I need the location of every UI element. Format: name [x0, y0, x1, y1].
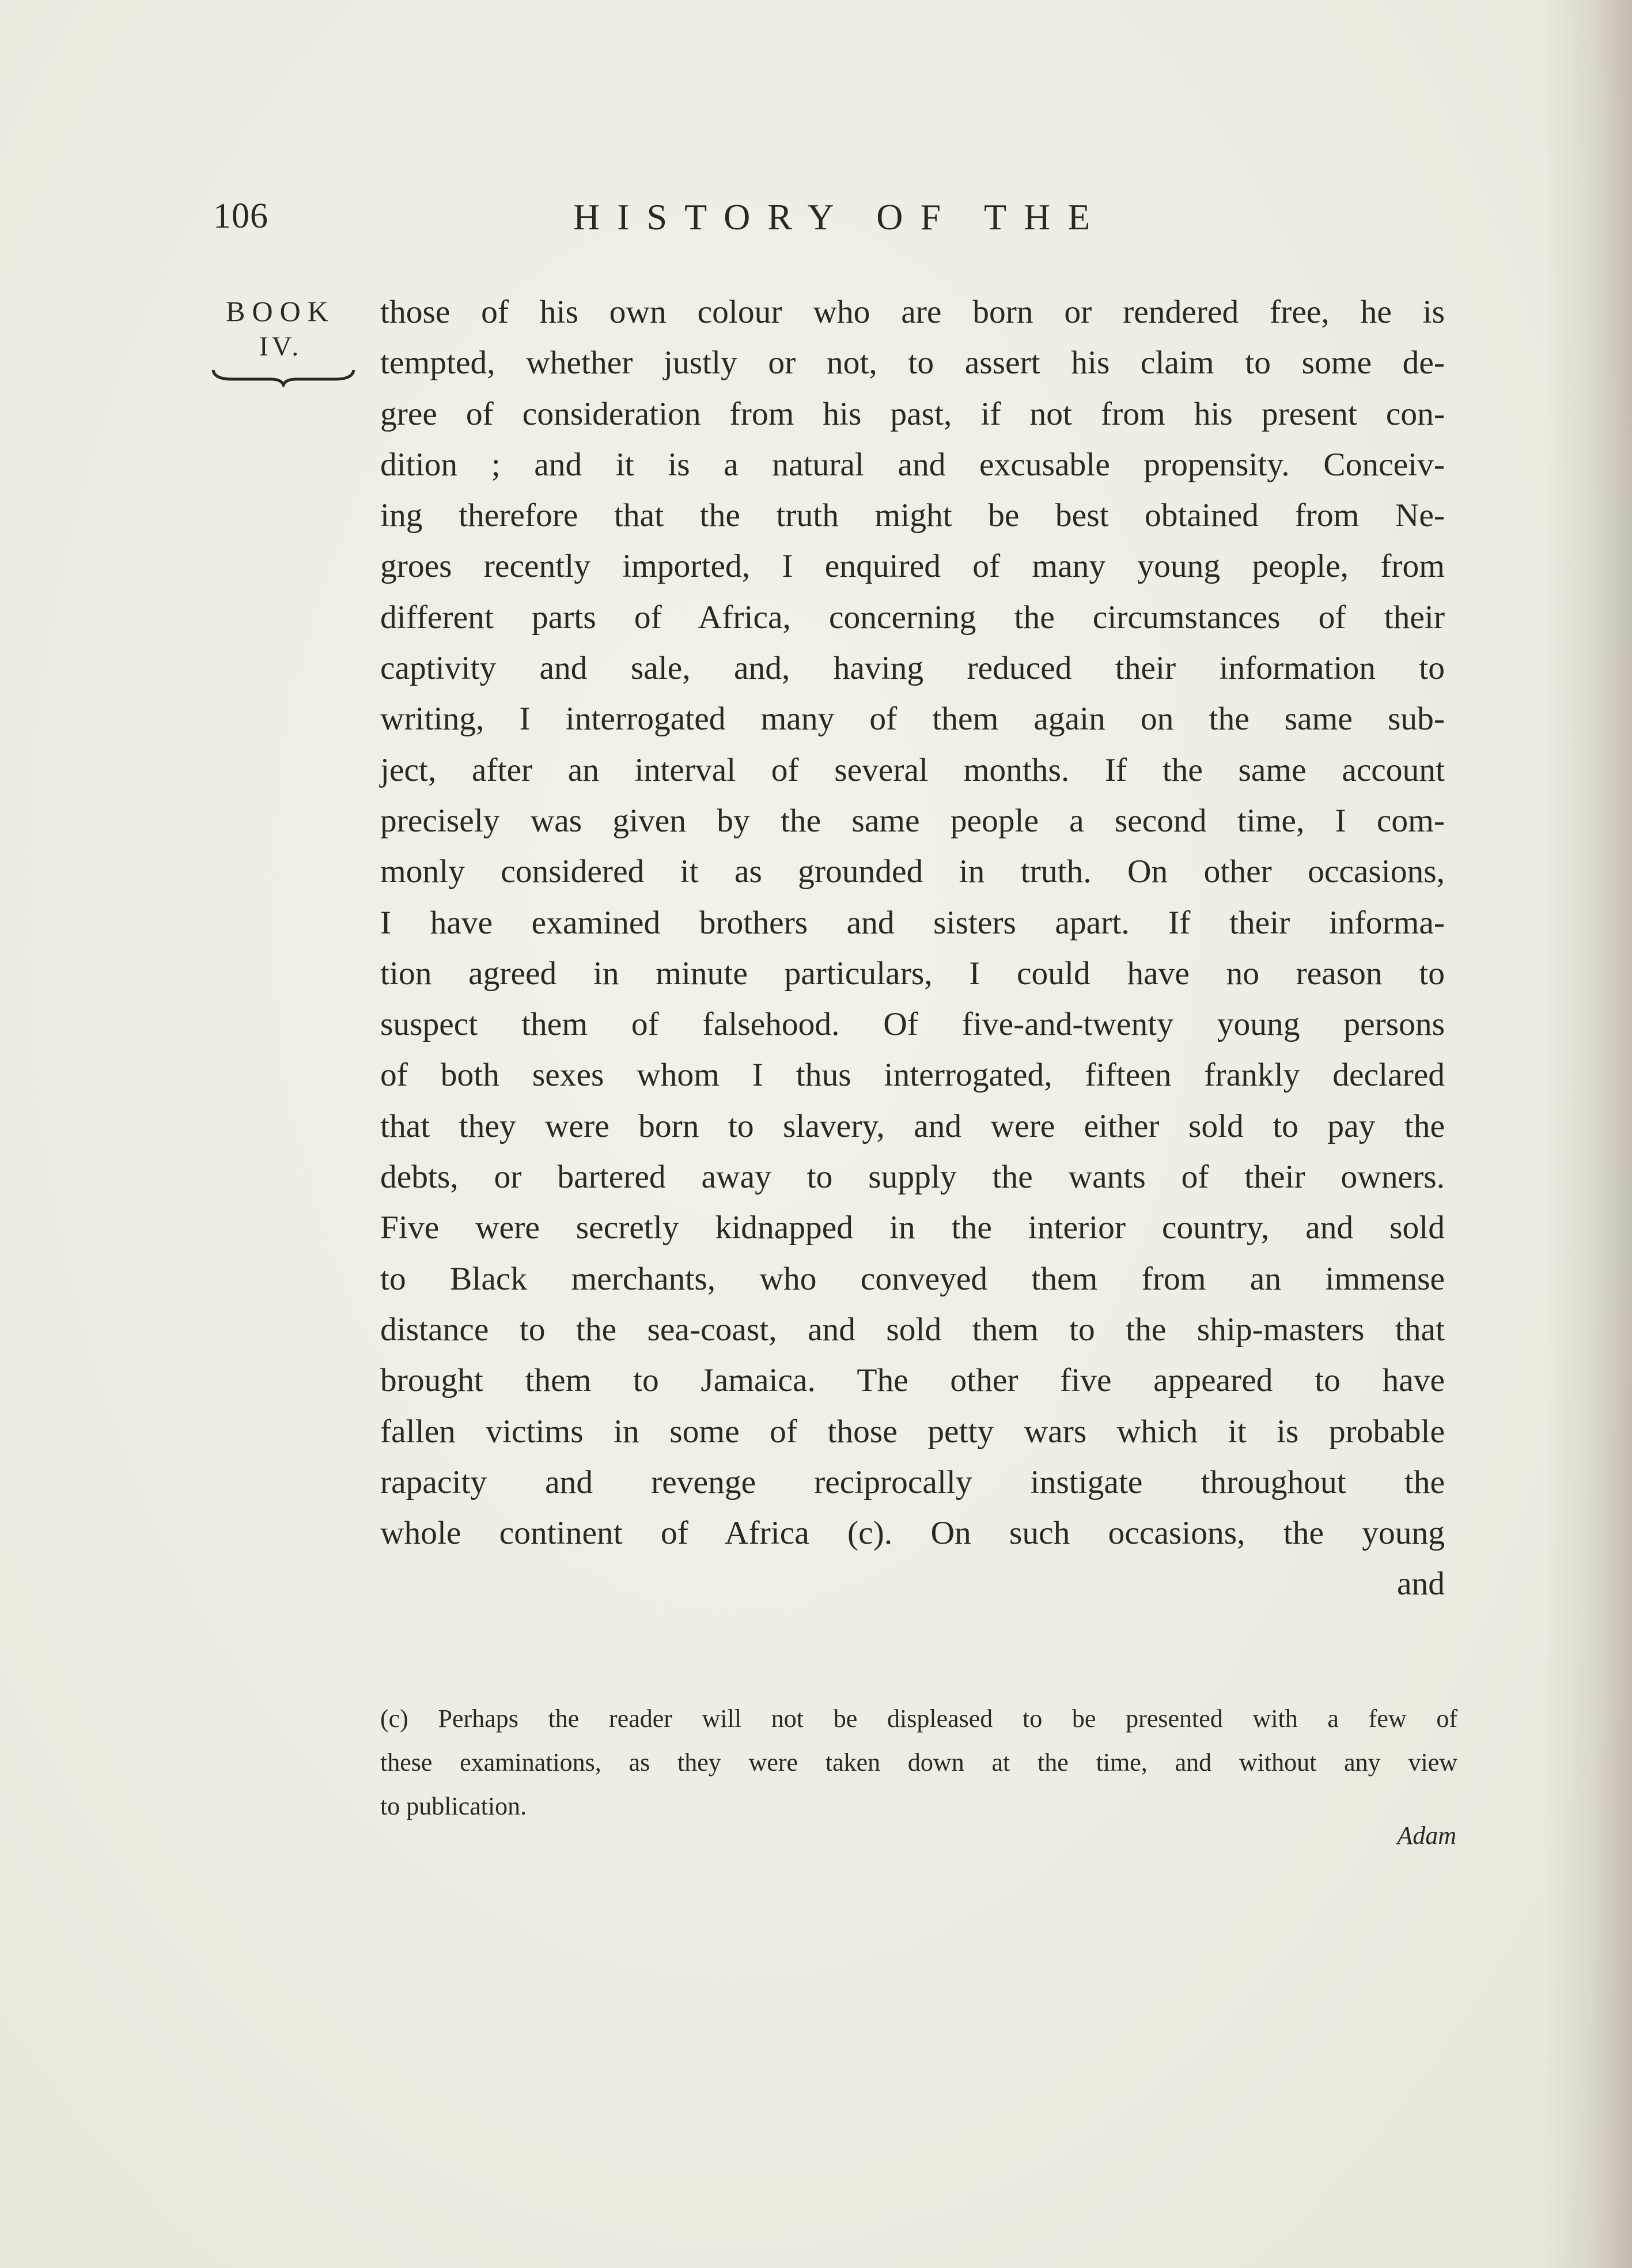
text-line: tion agreed in minute particulars, I could have no reason to — [380, 955, 1445, 992]
text-line: that they were born to slavery, and were either sold to pay the — [380, 1107, 1445, 1144]
text-line: fallen victims in some of those petty wars which it is probable — [380, 1413, 1445, 1450]
footnote — [380, 1697, 1457, 1828]
text-line: precisely was given by the same people a second time, I com- — [380, 802, 1445, 839]
text-line: debts, or bartered away to supply the wants of their owners. — [380, 1159, 1445, 1196]
text-line: distance to the sea-coast, and sold them to the ship-masters that — [380, 1311, 1445, 1348]
text-line: ject, after an interval of several months. If the same account — [380, 751, 1445, 788]
text-line: monly considered it as grounded in truth. On other occasions, — [380, 853, 1445, 890]
text-line: Five were secretly kidnapped in the interior country, and sold — [380, 1209, 1445, 1246]
margin-sidenote — [209, 293, 353, 387]
footnote-line: (c) Perhaps the reader will not be displeased to be presented with a few of — [380, 1704, 1457, 1733]
text-line: groes recently imported, I enquired of many young people, from — [380, 548, 1445, 585]
text-line: of both sexes whom I thus interrogated, fifteen frankly declared — [380, 1057, 1445, 1094]
text-line: dition ; and it is a natural and excusable propensity. Conceiv- — [380, 446, 1445, 483]
text-line: whole continent of Africa (c). On such occasions, the young — [380, 1515, 1445, 1552]
text-line: gree of consideration from his past, if not from his present con- — [380, 395, 1445, 432]
text-line: those of his own colour who are born or rendered free, he is — [380, 294, 1445, 330]
footnote-line: these examinations, as they were taken down at the time, and without any view — [380, 1748, 1457, 1776]
text-line: ing therefore that the truth might be best obtained from Ne- — [380, 497, 1445, 534]
sidenote-volume-label: IV. — [259, 331, 302, 362]
brace-ornament-icon — [209, 364, 358, 387]
text-line: tempted, whether justly or not, to assert his claim to some de- — [380, 345, 1445, 381]
sidenote-book-label: BOOK — [226, 295, 335, 327]
text-line: different parts of Africa, concerning the circumstances of their — [380, 599, 1445, 636]
page-number: 106 — [213, 196, 268, 236]
page-header — [213, 196, 1244, 248]
text-line: brought them to Jamaica. The other five appeared to have — [380, 1362, 1445, 1399]
main-text-block — [380, 287, 1445, 1610]
text-line: writing, I interrogated many of them again on the same sub- — [380, 701, 1445, 738]
text-line: captivity and sale, and, having reduced their information to — [380, 650, 1445, 687]
text-line: to Black merchants, who conveyed them from an immense — [380, 1260, 1445, 1297]
text-line: suspect them of falsehood. Of five-and-twenty young persons — [380, 1006, 1445, 1043]
text-line-catch: and — [1396, 1566, 1445, 1602]
text-line: I have examined brothers and sisters apart. If their informa- — [380, 904, 1445, 941]
footnote-line: to publication. — [380, 1792, 527, 1820]
text-line: rapacity and revenge reciprocally instigate throughout the — [380, 1464, 1445, 1500]
running-head: HISTORY OF THE — [573, 196, 1108, 237]
catchword: Adam — [1397, 1821, 1456, 1850]
